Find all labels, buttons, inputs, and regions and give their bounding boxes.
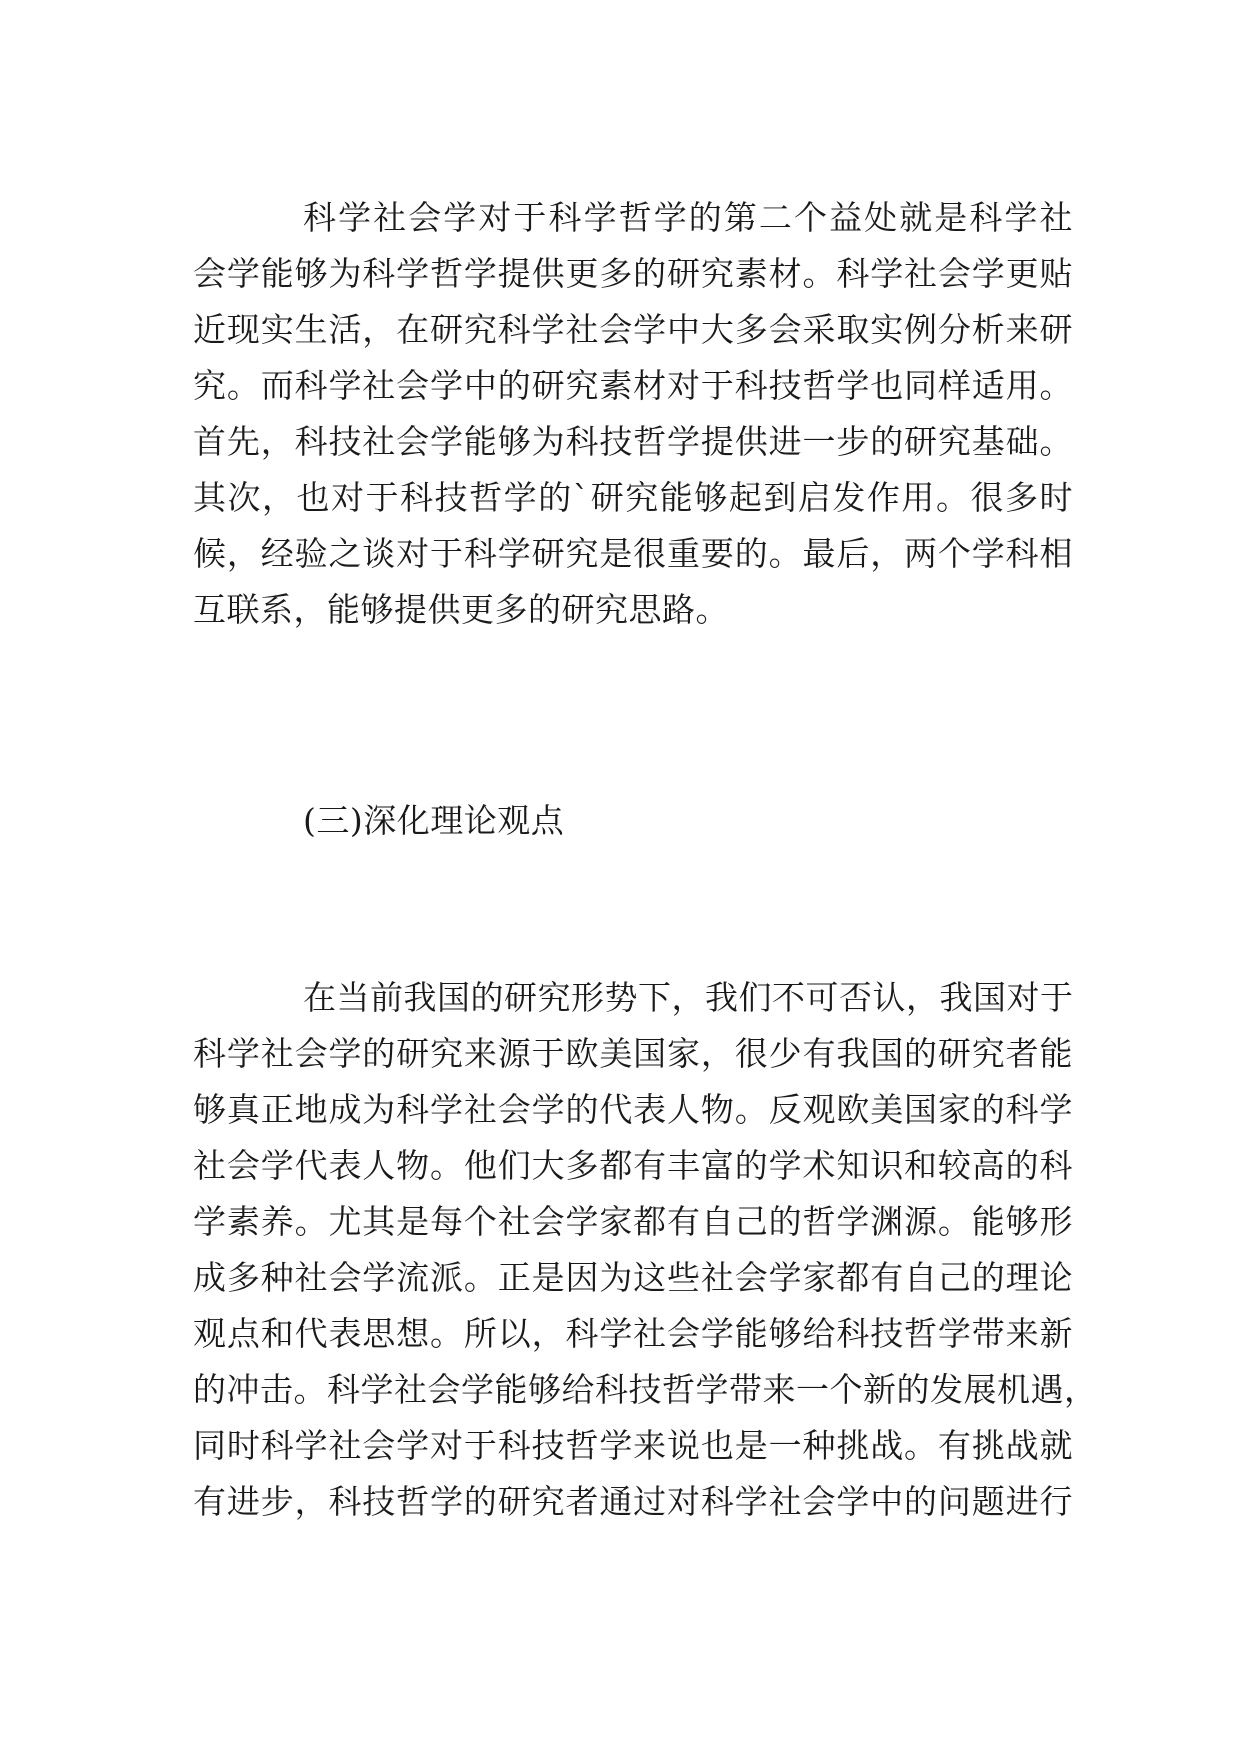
paragraph-2-line-6: 成多种社会学流派。正是因为这些社会学家都有自己的理论 [193,1258,1073,1297]
paragraph-1-line-1: 科学社会学对于科学哲学的第二个益处就是科学社 [303,198,1073,237]
section-heading: (三)深化理论观点 [303,801,565,840]
paragraph-2-line-8: 的冲击。科学社会学能够给科技哲学带来一个新的发展机遇， [193,1370,1098,1409]
paragraph-2-line-5: 学素养。尤其是每个社会学家都有自己的哲学渊源。能够形 [193,1202,1073,1241]
paragraph-2-line-4: 社会学代表人物。他们大多都有丰富的学术知识和较高的科 [193,1146,1073,1185]
paragraph-1-line-2: 会学能够为科学哲学提供更多的研究素材。科学社会学更贴 [193,254,1073,293]
paragraph-1-line-8: 互联系，能够提供更多的研究思路。 [193,590,729,629]
paragraph-2-line-9: 同时科学社会学对于科技哲学来说也是一种挑战。有挑战就 [193,1426,1073,1465]
paragraph-1-line-6: 其次，也对于科技哲学的`研究能够起到启发作用。很多时 [193,478,1073,517]
paragraph-2-line-2: 科学社会学的研究来源于欧美国家，很少有我国的研究者能 [193,1034,1073,1073]
paragraph-2-line-1: 在当前我国的研究形势下，我们不可否认，我国对于 [303,978,1074,1017]
paragraph-2-line-7: 观点和代表思想。所以，科学社会学能够给科技哲学带来新 [193,1314,1073,1353]
paragraph-1-line-7: 候，经验之谈对于科学研究是很重要的。最后，两个学科相 [193,534,1073,573]
paragraph-2-line-10: 有进步，科技哲学的研究者通过对科学社会学中的问题进行 [193,1482,1073,1521]
paragraph-2-line-3: 够真正地成为科学社会学的代表人物。反观欧美国家的科学 [193,1090,1073,1129]
paragraph-1-line-5: 首先，科技社会学能够为科技哲学提供进一步的研究基础。 [193,422,1073,461]
paragraph-1-line-3: 近现实生活，在研究科学社会学中大多会采取实例分析来研 [193,310,1073,349]
paragraph-1-line-4: 究。而科学社会学中的研究素材对于科技哲学也同样适用。 [193,366,1073,405]
